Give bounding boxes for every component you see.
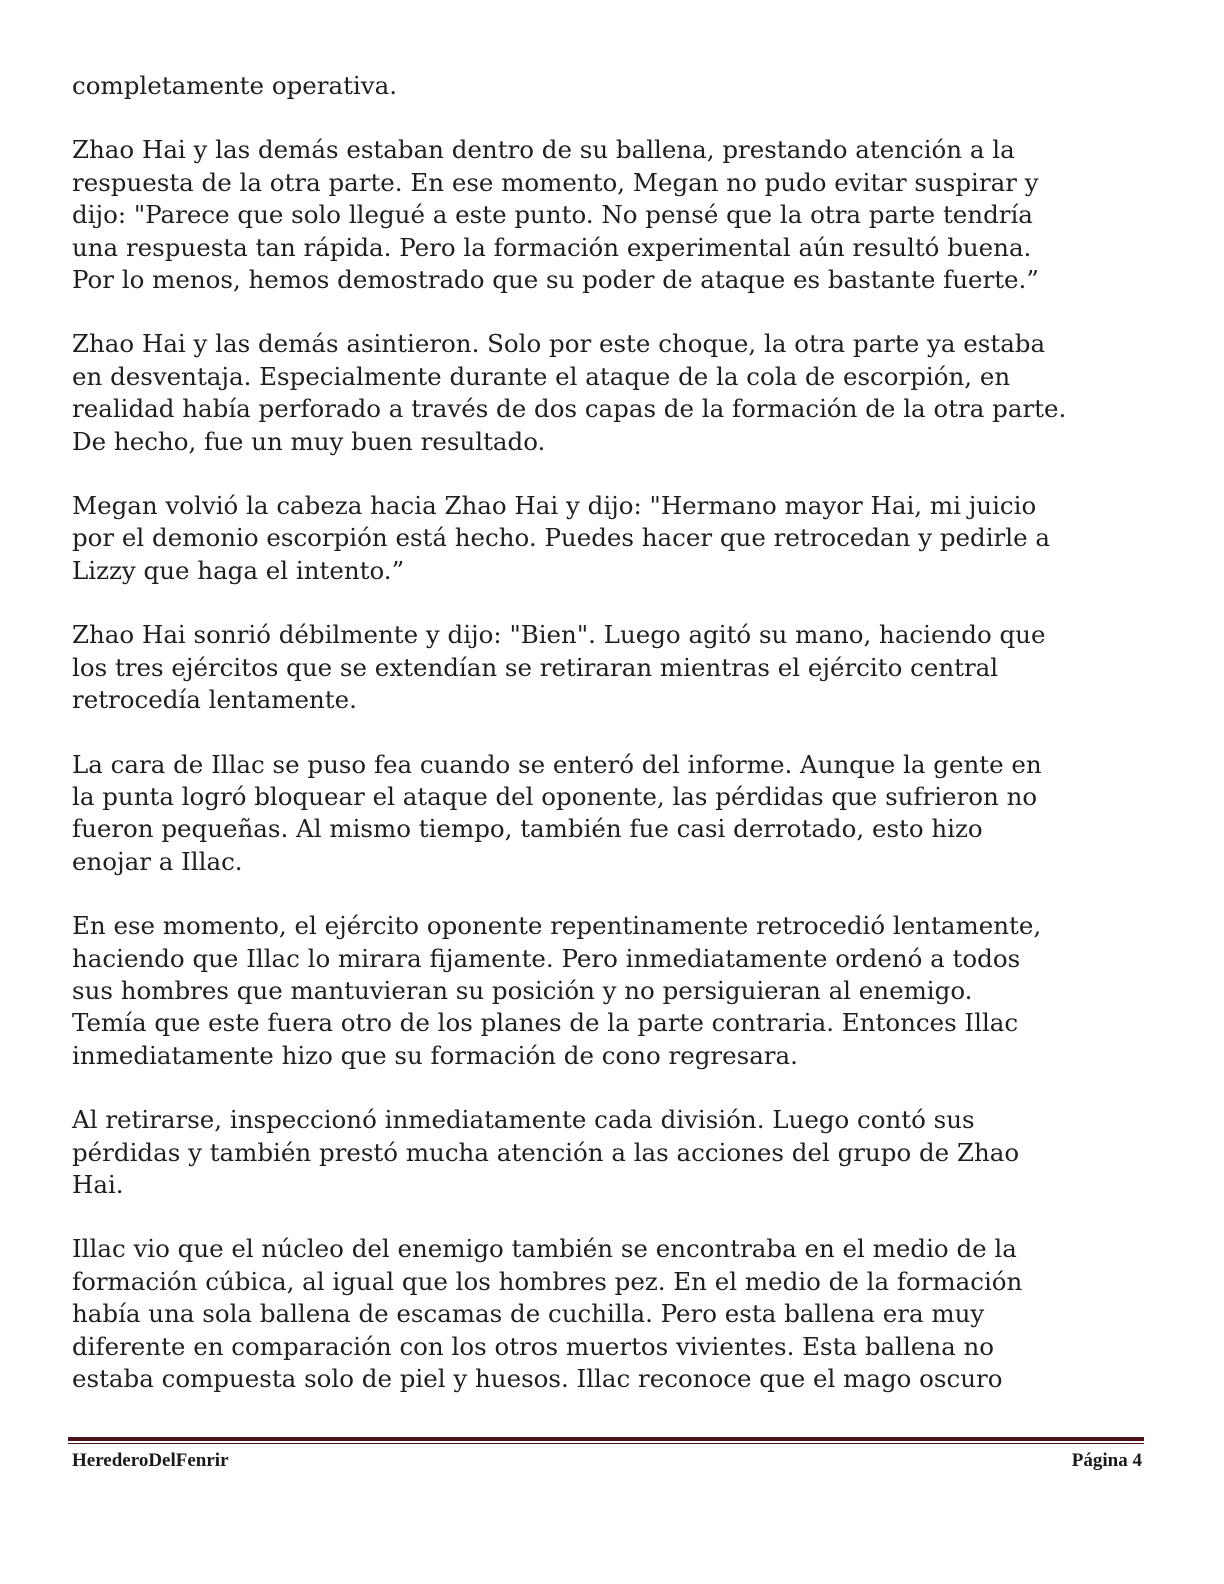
text-line: En ese momento, el ejército oponente repentinamente retrocedió lentamente, [72, 911, 1042, 941]
text-line: diferente en comparación con los otros muertos vivientes. Esta ballena no [72, 1331, 995, 1361]
text-line: en desventaja. Especialmente durante el ataque de la cola de escorpión, en [72, 361, 1011, 391]
text-line: Hai. [72, 1169, 124, 1199]
footer-rule [68, 1437, 1144, 1441]
text-line: haciendo que Illac lo mirara fijamente. Pero inmediatamente ordenó a todos [72, 943, 1021, 973]
text-line: estaba compuesta solo de piel y huesos. Illac reconoce que el mago oscuro [72, 1364, 1003, 1393]
text-line: Por lo menos, hemos demostrado que su poder de ataque es bastante fuerte.” [72, 265, 1039, 295]
text-line: inmediatamente hizo que su formación de cono regresara. [72, 1040, 798, 1070]
paragraph [72, 70, 1157, 102]
paragraph [72, 134, 1157, 296]
text-line: los tres ejércitos que se extendían se retiraran mientras el ejército central [72, 652, 999, 682]
text-line: una respuesta tan rápida. Pero la formación experimental aún resultó buena. [72, 232, 1032, 262]
text-line: Al retirarse, inspeccionó inmediatamente cada división. Luego contó sus [72, 1105, 975, 1135]
text-line: completamente operativa. [72, 71, 397, 100]
text-line: De hecho, fue un muy buen resultado. [72, 426, 546, 456]
page-number: Página 4 [1071, 1450, 1142, 1471]
text-line: Megan volvió la cabeza hacia Zhao Hai y dijo: "Hermano mayor Hai, mi juicio [72, 491, 1037, 521]
text-line: Zhao Hai sonrió débilmente y dijo: "Bien". Luego agitó su mano, haciendo que [72, 620, 1046, 650]
paragraph [72, 910, 1157, 1072]
text-line: sus hombres que mantuvieran su posición y no persiguieran al enemigo. [72, 975, 973, 1005]
text-line: la punta logró bloquear el ataque del oponente, las pérdidas que sufrieron no [72, 781, 1038, 811]
text-line: por el demonio escorpión está hecho. Puedes hacer que retrocedan y pedirle a [72, 523, 1050, 553]
paragraph [72, 490, 1157, 587]
paragraph [72, 1104, 1157, 1201]
text-line: dijo: "Parece que solo llegué a este punto. No pensé que la otra parte tendría [72, 200, 1033, 230]
text-line: retrocedía lentamente. [72, 685, 357, 715]
text-line: enojar a Illac. [72, 846, 243, 876]
text-line: respuesta de la otra parte. En ese momento, Megan no pudo evitar suspirar y [72, 167, 1039, 197]
text-line: La cara de Illac se puso fea cuando se enteró del informe. Aunque la gente en [72, 749, 1042, 779]
text-line: Zhao Hai y las demás asintieron. Solo por este choque, la otra parte ya estaba [72, 329, 1046, 359]
paragraph [72, 749, 1157, 879]
paragraph [72, 328, 1157, 458]
text-line: fueron pequeñas. Al mismo tiempo, también fue casi derrotado, esto hizo [72, 814, 983, 844]
text-line: pérdidas y también prestó mucha atención a las acciones del grupo de Zhao [72, 1137, 1020, 1167]
text-line: Zhao Hai y las demás estaban dentro de su ballena, prestando atención a la [72, 135, 1015, 165]
text-line: Illac vio que el núcleo del enemigo también se encontraba en el medio de la [72, 1234, 1017, 1264]
paragraph [72, 619, 1157, 716]
footer-author: HerederoDelFenrir [72, 1450, 229, 1471]
footer-rule-secondary [68, 1443, 1144, 1444]
text-line: había una sola ballena de escamas de cuchilla. Pero esta ballena era muy [72, 1299, 985, 1329]
text-line: realidad había perforado a través de dos capas de la formación de la otra parte. [72, 394, 1067, 424]
text-line: Temía que este fuera otro de los planes de la parte contraria. Entonces Illac [72, 1008, 1019, 1038]
document-body [72, 70, 1157, 1427]
text-line: formación cúbica, al igual que los hombres pez. En el medio de la formación [72, 1266, 1023, 1296]
paragraph [72, 1233, 1157, 1395]
text-line: Lizzy que haga el intento.” [72, 555, 405, 585]
